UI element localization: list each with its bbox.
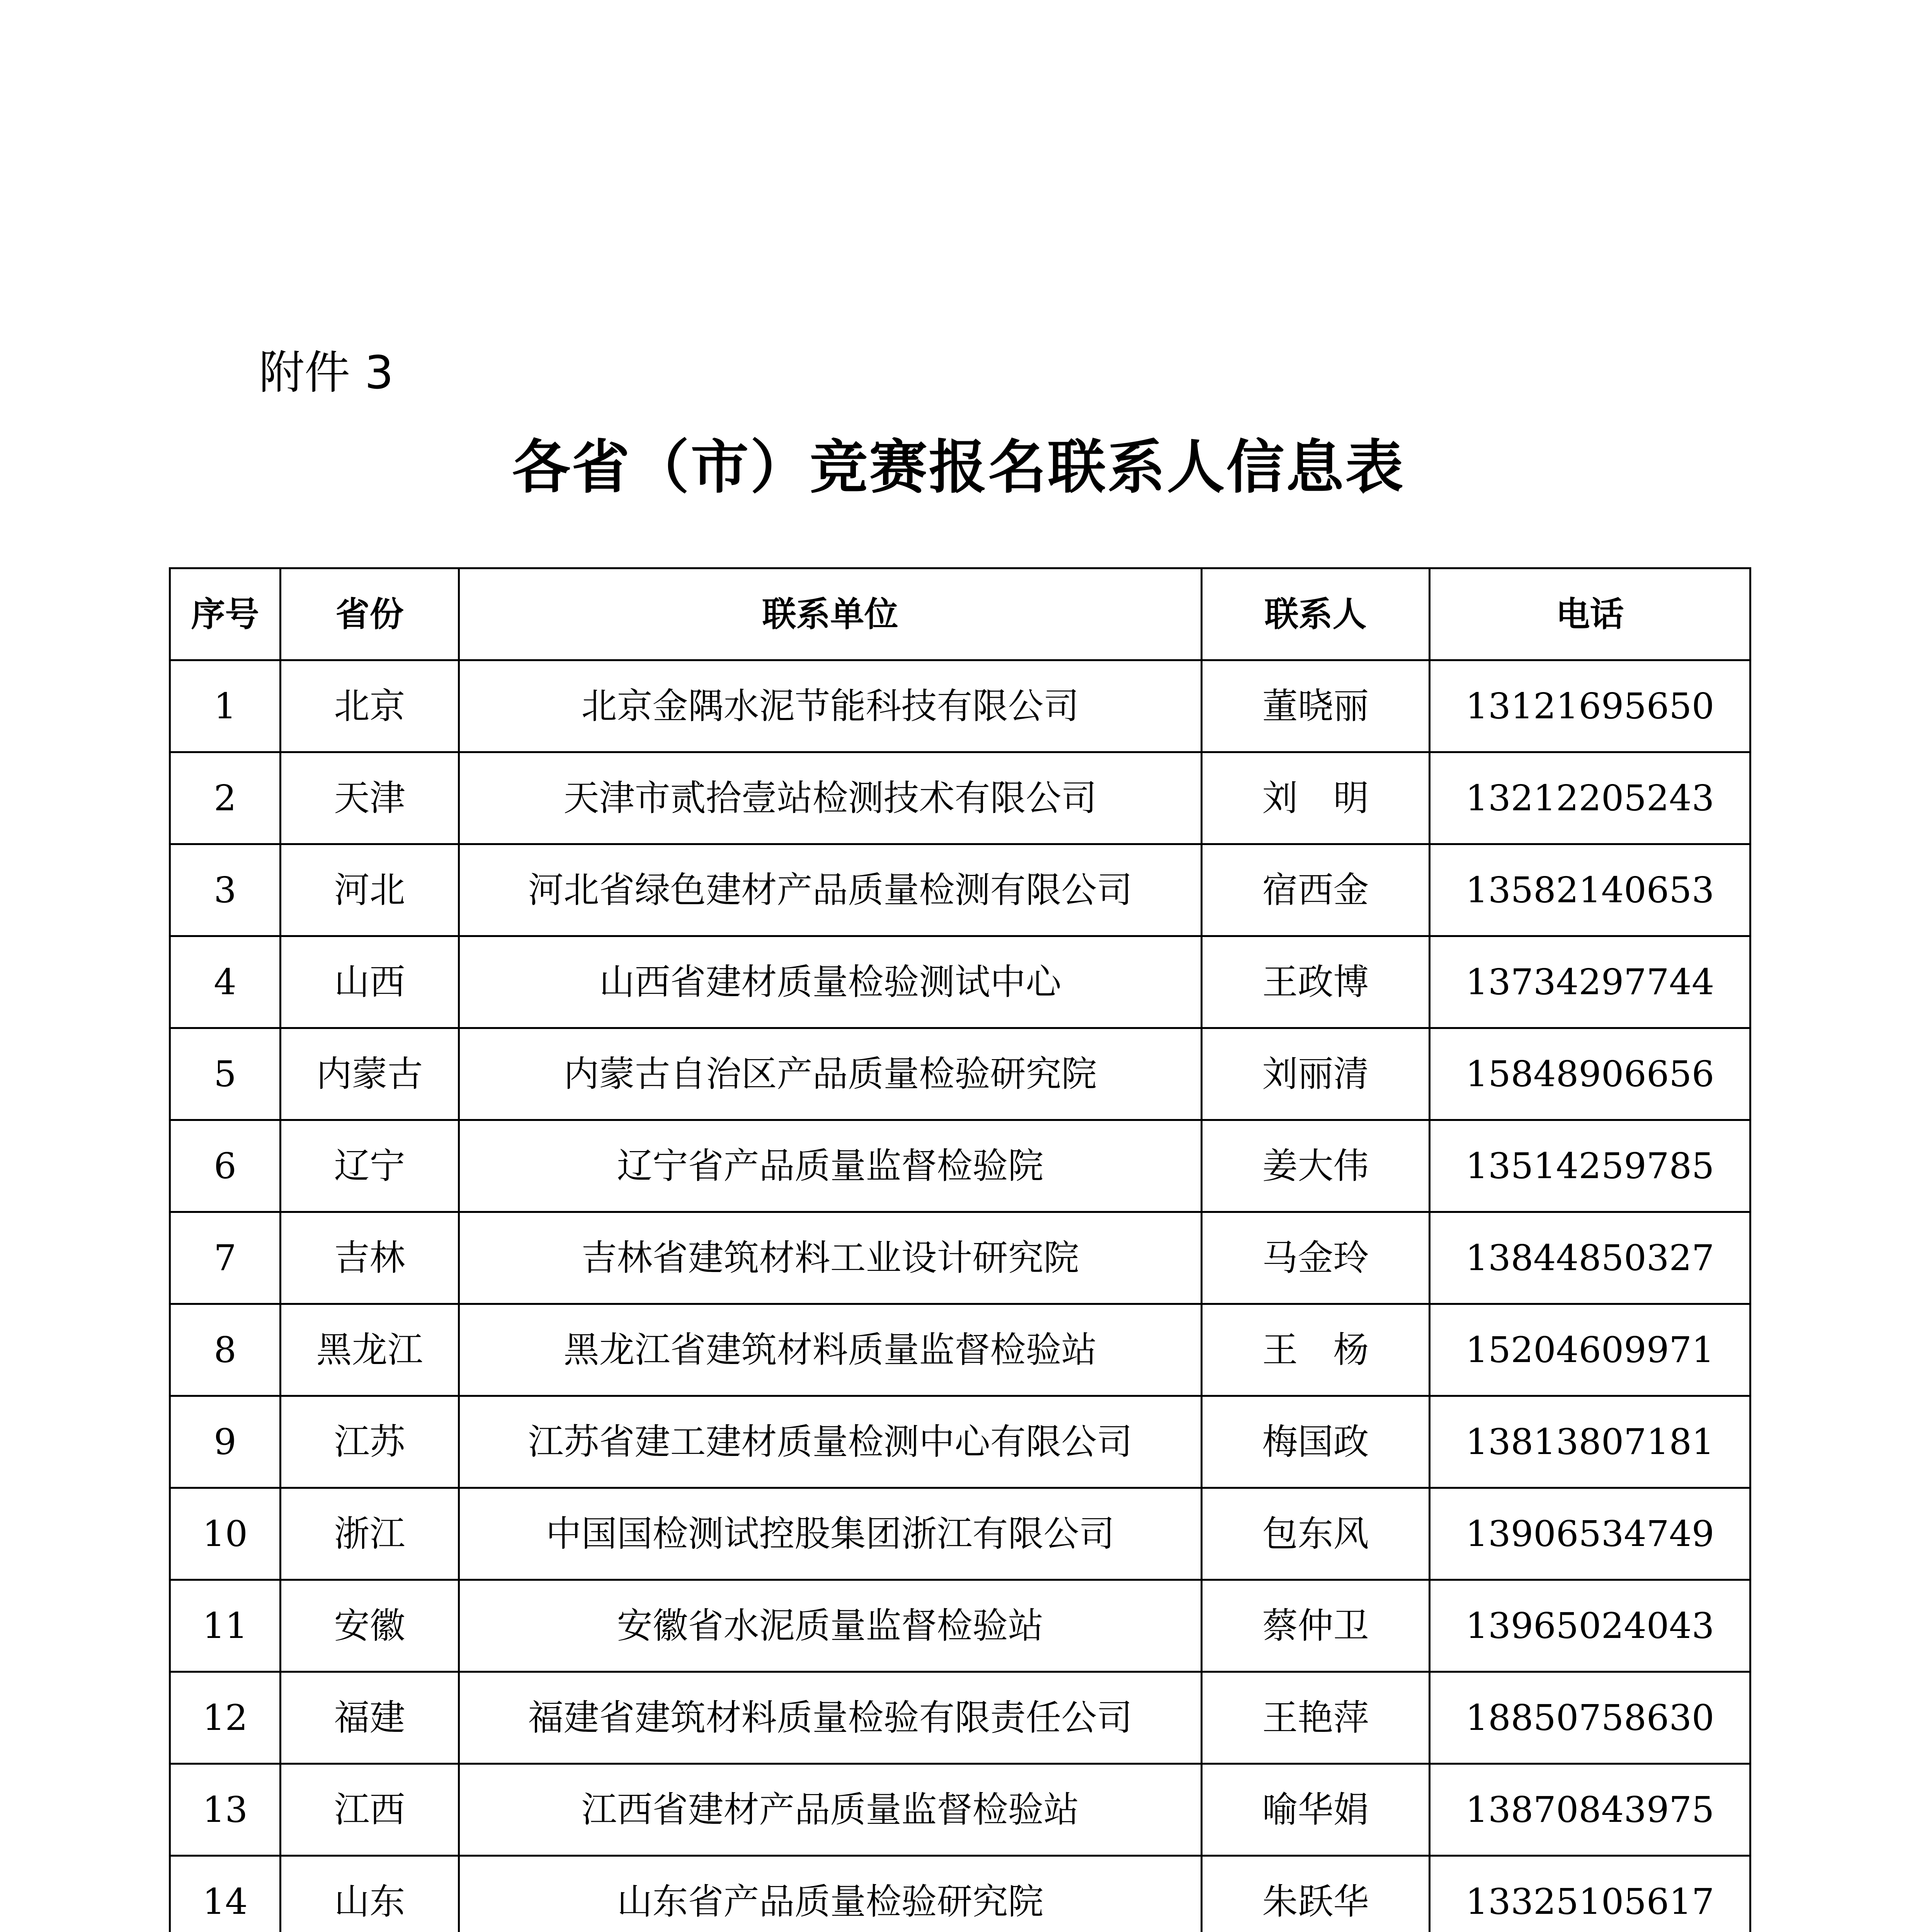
table-row bbox=[170, 1396, 1750, 1488]
table-row bbox=[170, 1672, 1750, 1764]
cell-phone: 13844850327 bbox=[1430, 1212, 1750, 1304]
cell-unit: 河北省绿色建材产品质量检测有限公司 bbox=[459, 844, 1202, 936]
cell-no: 5 bbox=[170, 1028, 281, 1120]
header-province: 省份 bbox=[281, 568, 459, 660]
cell-phone: 13582140653 bbox=[1430, 844, 1750, 936]
table-row bbox=[170, 1028, 1750, 1120]
cell-province: 浙江 bbox=[281, 1488, 459, 1580]
table-row bbox=[170, 1212, 1750, 1304]
cell-phone: 13870843975 bbox=[1430, 1764, 1750, 1856]
cell-phone: 15204609971 bbox=[1430, 1304, 1750, 1396]
cell-province: 河北 bbox=[281, 844, 459, 936]
cell-no: 3 bbox=[170, 844, 281, 936]
cell-phone: 13965024043 bbox=[1430, 1580, 1750, 1672]
header-row bbox=[170, 568, 1750, 660]
table-row bbox=[170, 1488, 1750, 1580]
cell-unit: 江苏省建工建材质量检测中心有限公司 bbox=[459, 1396, 1202, 1488]
header-no: 序号 bbox=[170, 568, 281, 660]
cell-phone: 13813807181 bbox=[1430, 1396, 1750, 1488]
cell-unit: 内蒙古自治区产品质量检验研究院 bbox=[459, 1028, 1202, 1120]
cell-no: 12 bbox=[170, 1672, 281, 1764]
cell-contact: 宿西金 bbox=[1202, 844, 1430, 936]
cell-no: 2 bbox=[170, 752, 281, 844]
cell-unit: 北京金隅水泥节能科技有限公司 bbox=[459, 660, 1202, 752]
cell-unit: 安徽省水泥质量监督检验站 bbox=[459, 1580, 1202, 1672]
cell-contact: 刘丽清 bbox=[1202, 1028, 1430, 1120]
cell-unit: 黑龙江省建筑材料质量监督检验站 bbox=[459, 1304, 1202, 1396]
cell-phone: 13514259785 bbox=[1430, 1120, 1750, 1212]
cell-contact: 蔡仲卫 bbox=[1202, 1580, 1430, 1672]
table-row bbox=[170, 1856, 1750, 1932]
cell-contact: 包东风 bbox=[1202, 1488, 1430, 1580]
cell-unit: 天津市贰拾壹站检测技术有限公司 bbox=[459, 752, 1202, 844]
cell-unit: 山东省产品质量检验研究院 bbox=[459, 1856, 1202, 1932]
table-row bbox=[170, 1764, 1750, 1856]
cell-no: 14 bbox=[170, 1856, 281, 1932]
cell-no: 7 bbox=[170, 1212, 281, 1304]
cell-contact: 马金玲 bbox=[1202, 1212, 1430, 1304]
cell-no: 9 bbox=[170, 1396, 281, 1488]
table-row bbox=[170, 1304, 1750, 1396]
cell-province: 安徽 bbox=[281, 1580, 459, 1672]
cell-province: 山西 bbox=[281, 936, 459, 1028]
cell-phone: 13906534749 bbox=[1430, 1488, 1750, 1580]
cell-province: 北京 bbox=[281, 660, 459, 752]
cell-no: 11 bbox=[170, 1580, 281, 1672]
cell-unit: 福建省建筑材料质量检验有限责任公司 bbox=[459, 1672, 1202, 1764]
cell-province: 吉林 bbox=[281, 1212, 459, 1304]
attachment-label: 附件 3 bbox=[259, 346, 394, 399]
cell-province: 江苏 bbox=[281, 1396, 459, 1488]
table-row bbox=[170, 752, 1750, 844]
cell-no: 4 bbox=[170, 936, 281, 1028]
table-row bbox=[170, 936, 1750, 1028]
cell-phone: 13325105617 bbox=[1430, 1856, 1750, 1932]
header-contact: 联系人 bbox=[1202, 568, 1430, 660]
document-title: 各省（市）竞赛报名联系人信息表 bbox=[512, 434, 1405, 501]
table-body bbox=[170, 660, 1750, 1932]
cell-unit: 中国国检测试控股集团浙江有限公司 bbox=[459, 1488, 1202, 1580]
cell-contact: 刘 明 bbox=[1202, 752, 1430, 844]
cell-phone: 13734297744 bbox=[1430, 936, 1750, 1028]
cell-no: 8 bbox=[170, 1304, 281, 1396]
cell-phone: 13212205243 bbox=[1430, 752, 1750, 844]
header-unit: 联系单位 bbox=[459, 568, 1202, 660]
cell-unit: 山西省建材质量检验测试中心 bbox=[459, 936, 1202, 1028]
cell-no: 6 bbox=[170, 1120, 281, 1212]
cell-province: 辽宁 bbox=[281, 1120, 459, 1212]
cell-phone: 18850758630 bbox=[1430, 1672, 1750, 1764]
cell-unit: 江西省建材产品质量监督检验站 bbox=[459, 1764, 1202, 1856]
table-header bbox=[170, 568, 1750, 660]
header-phone: 电话 bbox=[1430, 568, 1750, 660]
contacts-table bbox=[169, 567, 1751, 1932]
cell-province: 黑龙江 bbox=[281, 1304, 459, 1396]
cell-contact: 王政博 bbox=[1202, 936, 1430, 1028]
cell-phone: 15848906656 bbox=[1430, 1028, 1750, 1120]
cell-province: 天津 bbox=[281, 752, 459, 844]
cell-contact: 王 杨 bbox=[1202, 1304, 1430, 1396]
cell-contact: 梅国政 bbox=[1202, 1396, 1430, 1488]
table-row bbox=[170, 1580, 1750, 1672]
cell-contact: 姜大伟 bbox=[1202, 1120, 1430, 1212]
cell-contact: 喻华娟 bbox=[1202, 1764, 1430, 1856]
cell-province: 内蒙古 bbox=[281, 1028, 459, 1120]
cell-contact: 王艳萍 bbox=[1202, 1672, 1430, 1764]
cell-contact: 董晓丽 bbox=[1202, 660, 1430, 752]
table-row bbox=[170, 844, 1750, 936]
cell-unit: 辽宁省产品质量监督检验院 bbox=[459, 1120, 1202, 1212]
table-row bbox=[170, 1120, 1750, 1212]
cell-province: 江西 bbox=[281, 1764, 459, 1856]
cell-province: 福建 bbox=[281, 1672, 459, 1764]
cell-province: 山东 bbox=[281, 1856, 459, 1932]
table-row bbox=[170, 660, 1750, 752]
cell-contact: 朱跃华 bbox=[1202, 1856, 1430, 1932]
cell-no: 10 bbox=[170, 1488, 281, 1580]
cell-no: 13 bbox=[170, 1764, 281, 1856]
cell-phone: 13121695650 bbox=[1430, 660, 1750, 752]
cell-unit: 吉林省建筑材料工业设计研究院 bbox=[459, 1212, 1202, 1304]
cell-no: 1 bbox=[170, 660, 281, 752]
